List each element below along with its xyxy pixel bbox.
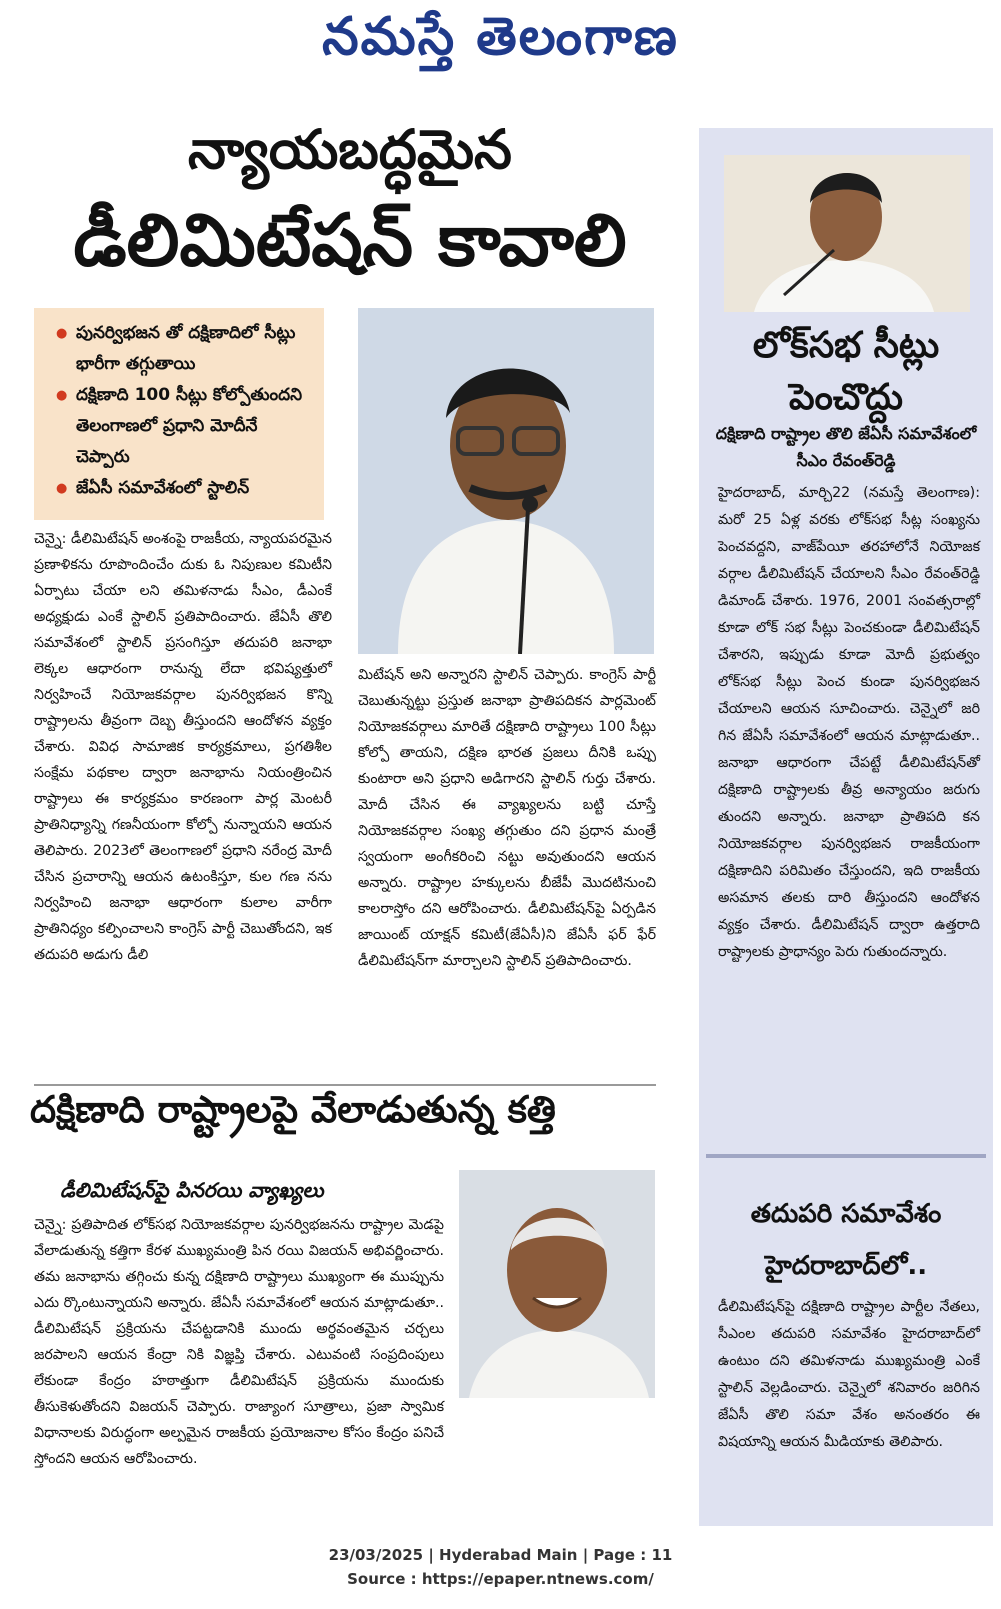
revanth-photo <box>724 155 970 312</box>
sidebar-article-text: హైదరాబాద్, మార్చి22 (నమస్తే తెలంగాణ): మరో 25 ఏళ్ల వరకు లోక్‌సభ సీట్ల సంఖ్యను పెంచవద్దని, వాజ్‌పేయీ తరహాలోనే నియోజక వర్గాల డీలిమిటేషన్ చేయాలని సీఎం రేవంత్‌రెడ్డి డిమాండ్ చేశారు. 1976, 2001 సంవత్సరాల్లో కూడా లోక్ సభ సీట్లు పెంచకుండా డీలిమిటేషన్ చేశారని, ఇప్పుడు కూడా మోదీ ప్రభుత్వం లోక్‌సభ సీట్లు పెంచ కుండా పునర్విభజన చేయాలని ఆయన సూచించారు. చెన్నైలో జరి గిన జేఏసీ సమావేశంలో ఆయన మాట్లాడుతూ.. జనాభా ఆధారంగా చేపట్టే డీలిమిటేషన్‌తో దక్షిణాది రాష్ట్రాలకు తీవ్ర అన్యాయం జరుగు తుందని అన్నారు. జనాభా ప్రాతిపది కన నియోజకవర్గాల పునర్విభజన రాజకీయంగా దక్షిణాదిని పరిమితం చేస్తుందని, ఇది రాజకీయ అసమాన తలకు దారి తీస్తుందని ఆందోళన వ్యక్తం చేశారు. డీలిమిటేషన్ ద్వారా ఉత్తరాది రాష్ట్రాలకు ప్రాధాన్యం పెరు గుతుందన్నారు. <box>718 485 980 960</box>
section-divider <box>34 1084 656 1086</box>
main-article-column-1: చెన్నై: డీలిమిటేషన్ అంశంపై రాజకీయ, న్యాయపరమైన ప్రణాళికను రూపొందించేం దుకు ఓ నిపుణుల కమిటీని ఏర్పాటు చేయా లని తమిళనాడు సీఎం, డీఎంకే అధ్యక్షుడు ఎంకే స్టాలిన్ ప్రతిపాదించారు. జేఏసీ తొలి సమావేశంలో స్టాలిన్ ప్రసంగిస్తూ తదుపరి జనాభా లెక్కల ఆధారంగా రానున్న లేదా భవిష్యత్తులో నిర్వహించే నియోజకవర్గాల పునర్విభజన కొన్ని రాష్ట్రాలను తీవ్రంగా దెబ్బ తీస్తుందని ఆందోళన వ్యక్తం చేశారు. వివిధ సామాజిక కార్యక్రమాలు, ప్రగతిశీల సంక్షేమ పథకాల ద్వారా జనాభాను నియంత్రించిన రాష్ట్రాలు ఈ కార్యక్రమం కారణంగా పార్ల మెంటరీ ప్రాతినిధ్యాన్ని గణనీయంగా కోల్పో నున్నాయని ఆయన తెలిపారు. 2023లో తెలంగాణలో ప్రధాని నరేంద్ర మోదీ చేసిన ప్రచారాన్ని ఆయన ఉటంకిస్తూ, కుల గణ నను నిర్వహించి జనాభా ఆధారంగా కులాల వారీగా ప్రాతినిధ్యం కల్పించాలని కాంగ్రెస్ పార్టీ చెబుతోందని, ఇక తదుపరి అడుగు డీలి <box>34 531 332 963</box>
highlight-item: ● పునర్విభజన తో దక్షిణాదిలో సీట్లు భారీగా తగ్గుతాయి <box>56 318 314 380</box>
highlights-box <box>34 308 324 520</box>
masthead-logo: నమస్తే తెలంగాణ <box>322 6 679 67</box>
sidebar-divider <box>706 1154 986 1158</box>
footer-source: Source : https://epaper.ntnews.com/ <box>347 1570 654 1588</box>
stalin-photo <box>358 308 654 654</box>
footer-date-page: 23/03/2025 | Hyderabad Main | Page : 11 <box>328 1546 673 1564</box>
highlight-item: ● దక్షిణాది 100 సీట్లు కోల్పోతుందని తెలంగాణలో ప్రధాని మోదీనే చెప్పారు <box>56 380 314 473</box>
main-headline-line1: న్యాయబద్ధమైన <box>188 118 512 181</box>
main-headline-line2: డీలిమిటేషన్ కావాలి <box>73 198 627 282</box>
sidebar-subhead: దక్షిణాది రాష్ట్రాల తొలి జేఏసీ సమావేశంలో సీఎం రేవంత్‌రెడ్డి <box>715 424 977 470</box>
sidebar-headline-2: తదుపరి సమావేశం హైదరాబాద్‌లో.. <box>750 1199 942 1281</box>
sidebar-article-text-2: డీలిమిటేషన్‌పై దక్షిణాది రాష్ట్రాల పార్టీల నేతలు, సీఎంల తదుపరి సమావేశం హైదరాబాద్‌లో ఉంటుం దని తమిళనాడు ముఖ్యమంత్రి ఎంకే స్టాలిన్ వెల్లడించారు. చెన్నైలో శనివారం జరిగిన జేఏసీ తొలి సమా వేశం అనంతరం ఈ విషయాన్ని ఆయన మీడియాకు తెలిపారు. <box>718 1299 980 1450</box>
pinarayi-photo <box>459 1170 655 1398</box>
main-article-column-2: మిటేషన్ అని అన్నారని స్టాలిన్ చెప్పారు. కాంగ్రెస్ పార్టీ చెబుతున్నట్టు ప్రస్తుత జనాభా ప్రాతిపదికన పార్లమెంట్ నియోజకవర్గాలు మారితే దక్షిణాది రాష్ట్రాలు 100 సీట్లు కోల్పో తాయని, దక్షిణ భారత ప్రజలు దీనికి ఒప్పు కుంటారా అని ప్రధాని అడిగారని స్టాలిన్ గుర్తు చేశారు. మోదీ చేసిన ఈ వ్యాఖ్యలను బట్టి చూస్తే నియోజకవర్గాల సంఖ్య తగ్గుతుం దని ప్రధాన మంత్రే స్వయంగా అంగీకరించి నట్టు అవుతుందని ఆయన అన్నారు. రాష్ట్రాల హక్కులను బీజేపీ మొదటినుంచి కాలరాస్తోం దని ఆరోపించారు. డీలిమిటేషన్‌పై ఏర్పడిన జాయింట్ యాక్షన్ కమిటీ(జేఏసీ)ని జేఏసీ ఫర్ ఫేర్ డీలిమిటేషన్‌గా మార్చాలని స్టాలిన్ ప్రతిపాదించారు. <box>358 667 656 969</box>
second-headline: దక్షిణాది రాష్ట్రాలపై వేలాడుతున్న కత్తి <box>30 1088 556 1131</box>
highlight-item: ● జేఏసీ సమావేశంలో స్టాలిన్ <box>56 473 314 504</box>
second-subhead: డీలిమిటేషన్‌పై పినరయి వ్యాఖ్యలు <box>60 1178 324 1202</box>
sidebar-headline: లోక్‌సభ సీట్లు పెంచొద్దు <box>752 325 940 418</box>
second-article-text: చెన్నై: ప్రతిపాదిత లోక్‌సభ నియోజకవర్గాల పునర్విభజనను రాష్ట్రాల మెడపై వేలాడుతున్న కత్తిగా కేరళ ముఖ్యమంత్రి పిన రయి విజయన్ అభివర్ణించారు. తమ జనాభాను తగ్గించు కున్న దక్షిణాది రాష్ట్రాలు ముఖ్యంగా ఈ ముప్పును ఎదు ర్కొంటున్నాయని అన్నారు. జేఏసీ సమావేశంలో ఆయన మాట్లాడుతూ.. డీలిమిటేషన్ ప్రక్రియను చేపట్టడానికి ముందు అర్థవంతమైన చర్చలు జరపాలని ఆయన కేంద్రా నికి విజ్ఞప్తి చేశారు. ఎటువంటి సంప్రదింపులు లేకుండా కేంద్రం హఠాత్తుగా డీలిమిటేషన్ ప్రక్రియను ముందుకు తీసుకెళుతోందని విజయన్ చెప్పారు. రాజ్యాంగ సూత్రాలు, ప్రజా స్వామిక విధానాలకు విరుద్ధంగా అల్పమైన రాజకీయ ప్రయోజనాల కోసం కేంద్రం పనిచే స్తోందని ఆయన ఆరోపించారు. <box>34 1217 444 1467</box>
